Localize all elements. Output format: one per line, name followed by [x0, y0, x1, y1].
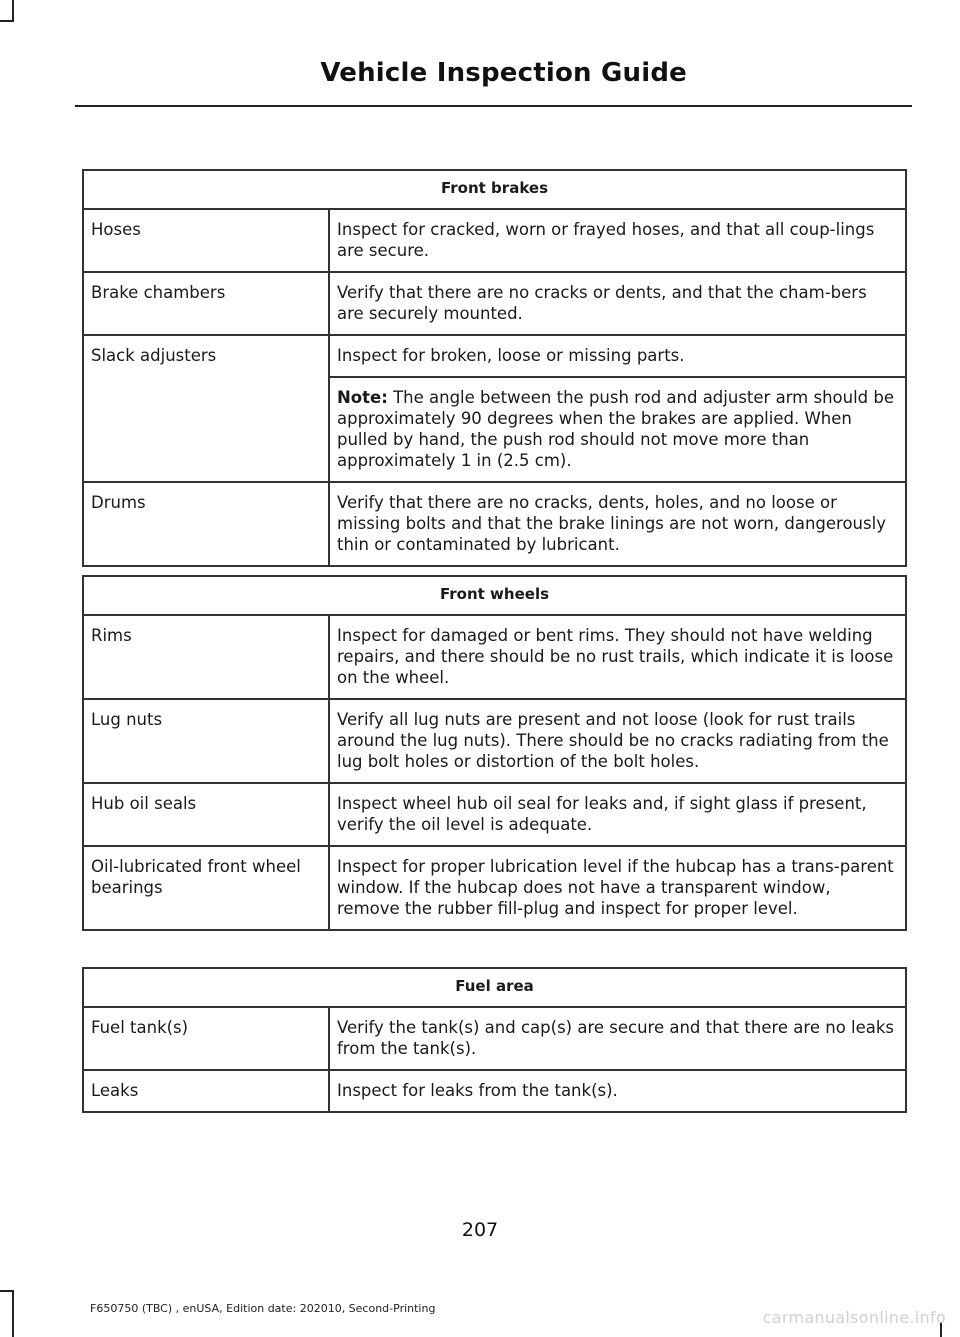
fuel-area-table — [82, 967, 907, 1113]
front-wheels-table — [82, 575, 907, 931]
item-cell: Fuel tank(s) — [83, 1007, 329, 1070]
item-cell: Brake chambers — [83, 272, 329, 335]
crop-mark-top-left-v — [12, 0, 14, 20]
item-cell: Hub oil seals — [83, 783, 329, 846]
description-cell: Verify that there are no cracks or dents, and that the cham-bers are securely mounted. — [329, 272, 906, 335]
page-title: Vehicle Inspection Guide — [320, 58, 687, 88]
item-cell: Leaks — [83, 1070, 329, 1112]
crop-mark-bottom-left-h — [0, 1290, 14, 1292]
front-brakes-table — [82, 169, 907, 567]
description-cell: Inspect for broken, loose or missing parts. — [329, 335, 906, 377]
item-cell-continued — [83, 377, 329, 482]
item-cell: Oil-lubricated front wheel bearings — [83, 846, 329, 930]
item-cell: Hoses — [83, 209, 329, 272]
crop-mark-bottom-left-v — [12, 1290, 14, 1337]
note-label: Note: — [337, 388, 388, 407]
table-row — [83, 1070, 906, 1112]
item-cell: Lug nuts — [83, 699, 329, 783]
description-cell: Inspect for cracked, worn or frayed hoses, and that all coup-lings are secure. — [329, 209, 906, 272]
description-cell: Inspect wheel hub oil seal for leaks and, if sight glass if present, verify the oil level is adequate. — [329, 783, 906, 846]
table-row — [83, 783, 906, 846]
page-number: 207 — [461, 1219, 499, 1241]
table-row — [83, 615, 906, 699]
description-cell: Verify that there are no cracks, dents, holes, and no loose or missing bolts and that the brake linings are not worn, dangerously thin or contaminated by lubricant. — [329, 482, 906, 566]
table-header-row — [83, 576, 906, 615]
note-cell — [329, 377, 906, 482]
item-cell: Drums — [83, 482, 329, 566]
table-header-row — [83, 968, 906, 1007]
item-cell: Slack adjusters — [83, 335, 329, 377]
table-row — [83, 846, 906, 930]
table-title: Front wheels — [83, 576, 906, 615]
description-cell: Inspect for damaged or bent rims. They should not have welding repairs, and there should be no rust trails, which indicate it is loose on the wheel. — [329, 615, 906, 699]
table-header-row — [83, 170, 906, 209]
description-cell: Verify the tank(s) and cap(s) are secure and that there are no leaks from the tank(s). — [329, 1007, 906, 1070]
table-row — [83, 335, 906, 377]
crop-mark-top-left-h — [0, 20, 14, 22]
table-row — [83, 272, 906, 335]
table-title: Fuel area — [83, 968, 906, 1007]
watermark: carmanualsonline.info — [762, 1308, 946, 1327]
table-row — [83, 699, 906, 783]
description-cell: Verify all lug nuts are present and not loose (look for rust trails around the lug nuts). There should be no cracks radiating from the lug bolt holes or distortion of the bolt holes. — [329, 699, 906, 783]
note-text: The angle between the push rod and adjuster arm should be approximately 90 degrees when the brakes are applied. When pulled by hand, the push rod should not move more than approximately 1 in (2.5 cm). — [337, 388, 895, 470]
table-row — [83, 1007, 906, 1070]
edition-footer: F650750 (TBC) , enUSA, Edition date: 202010, Second-Printing — [90, 1302, 436, 1315]
table-row — [83, 209, 906, 272]
description-cell: Inspect for leaks from the tank(s). — [329, 1070, 906, 1112]
table-row — [83, 482, 906, 566]
header-divider — [75, 105, 912, 107]
table-row — [83, 377, 906, 482]
description-cell: Inspect for proper lubrication level if the hubcap has a trans-parent window. If the hubcap does not have a transparent window, remove the rubber fill-plug and inspect for proper level. — [329, 846, 906, 930]
table-title: Front brakes — [83, 170, 906, 209]
item-cell: Rims — [83, 615, 329, 699]
